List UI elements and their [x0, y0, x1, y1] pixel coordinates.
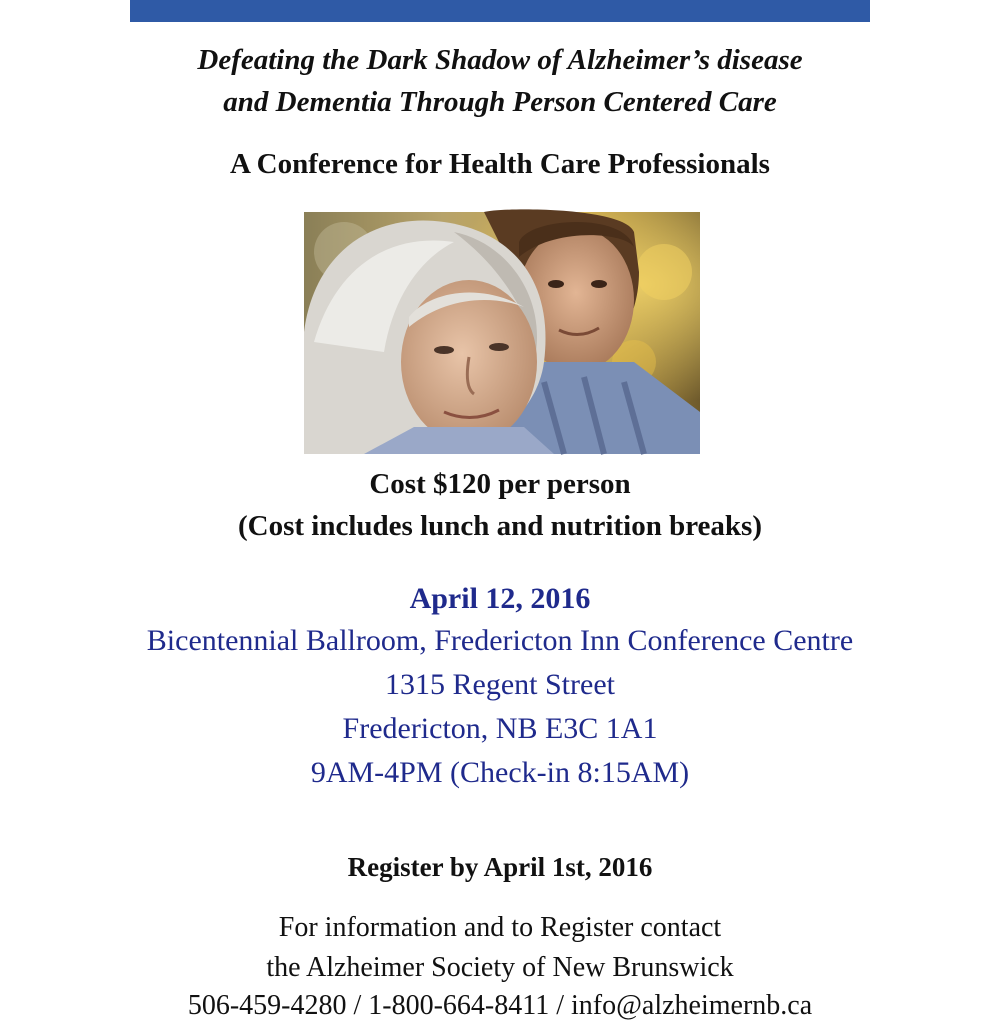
top-banner-bar [130, 0, 870, 22]
cost-includes-note: (Cost includes lunch and nutrition breaks) [238, 510, 762, 542]
event-street: 1315 Regent Street [385, 668, 615, 701]
event-city: Fredericton, NB E3C 1A1 [342, 712, 658, 745]
register-deadline: Register by April 1st, 2016 [347, 852, 653, 882]
conference-headline: A Conference for Health Care Professionals [230, 148, 770, 180]
event-time: 9AM-4PM (Check-in 8:15AM) [310, 756, 690, 789]
cost-line: Cost $120 per person [369, 468, 631, 500]
contact-line-2: the Alzheimer Society of New Brunswick [266, 952, 734, 983]
elderly-woman-with-caregiver-photo [304, 212, 700, 454]
contact-line-1: For information and to Register contact [278, 912, 722, 943]
event-venue: Bicentennial Ballroom, Fredericton Inn Conference Centre [146, 624, 854, 657]
subtitle-line-2: and Dementia Through Person Centered Care [223, 86, 777, 118]
event-date: April 12, 2016 [409, 582, 591, 615]
subtitle-line-1: Defeating the Dark Shadow of Alzheimer’s disease [197, 44, 803, 76]
contact-line-3: 506-459-4280 / 1-800-664-8411 / info@alzheimernb.ca [187, 990, 813, 1021]
